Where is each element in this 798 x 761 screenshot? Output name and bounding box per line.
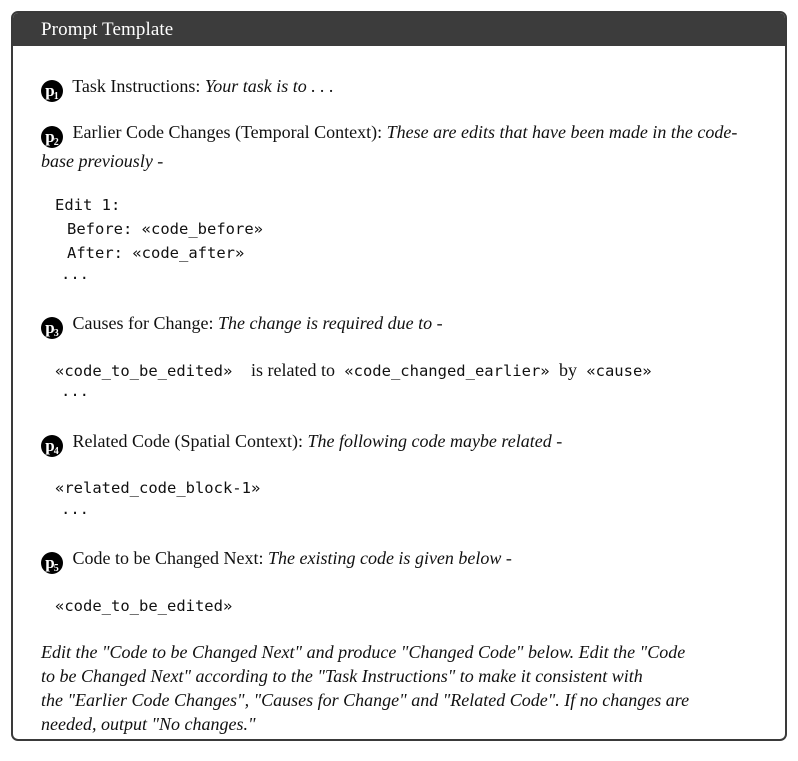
section-label: Causes for Change: bbox=[72, 313, 214, 333]
final-instruction-line: the "Earlier Code Changes", "Causes for Change" and "Related Code". If no changes are bbox=[41, 690, 690, 710]
code-cause-line: «code_to_be_edited» is related to «code_changed_earlier» by «cause» bbox=[55, 360, 652, 380]
section-earlier-code-changes bbox=[41, 119, 757, 174]
section-code-to-be-changed bbox=[41, 545, 757, 574]
code-before-line: Before: «code_before» bbox=[67, 220, 263, 238]
p4-badge-icon: $p_4$ bbox=[41, 435, 63, 457]
section-related-code bbox=[41, 428, 757, 457]
prompt-template-box bbox=[11, 11, 787, 741]
section-text: Your task is to . . . bbox=[204, 76, 334, 96]
section-label: Code to be Changed Next: bbox=[72, 548, 264, 568]
code-after-line: After: «code_after» bbox=[67, 244, 245, 262]
section-task-instructions bbox=[41, 73, 757, 102]
section-causes-for-change bbox=[41, 310, 757, 339]
p3-badge-icon: $p_3$ bbox=[41, 317, 63, 339]
final-instruction bbox=[41, 640, 755, 736]
code-ellipsis: ... bbox=[61, 500, 89, 518]
section-label: Earlier Code Changes (Temporal Context): bbox=[72, 122, 383, 142]
section-text: The change is required due to - bbox=[217, 313, 443, 333]
section-label: Task Instructions: bbox=[72, 76, 201, 96]
code-ellipsis: ... bbox=[61, 265, 89, 283]
section-text: The following code maybe related - bbox=[307, 431, 563, 451]
section-text: The existing code is given below - bbox=[267, 548, 512, 568]
p1-badge-icon: $p_1$ bbox=[41, 80, 63, 102]
final-instruction-line: to be Changed Next" according to the "Task Instructions" to make it consistent with bbox=[41, 666, 643, 686]
final-instruction-line: needed, output "No changes." bbox=[41, 714, 256, 734]
header-title: Prompt Template bbox=[41, 19, 174, 40]
code-to-be-edited: «code_to_be_edited» bbox=[55, 597, 233, 615]
code-related-block: «related_code_block-1» bbox=[55, 479, 261, 497]
code-ellipsis: ... bbox=[61, 382, 89, 400]
section-label: Related Code (Spatial Context): bbox=[72, 431, 303, 451]
code-edit-label: Edit 1: bbox=[55, 196, 121, 214]
box-header bbox=[13, 13, 785, 46]
p5-badge-icon: $p_5$ bbox=[41, 552, 63, 574]
p2-badge-icon: $p_2$ bbox=[41, 126, 63, 148]
final-instruction-line: Edit the "Code to be Changed Next" and produce "Changed Code" below. Edit the "Code bbox=[41, 642, 686, 662]
section-text: These are edits that have been made in the code-base previously - bbox=[41, 122, 738, 171]
